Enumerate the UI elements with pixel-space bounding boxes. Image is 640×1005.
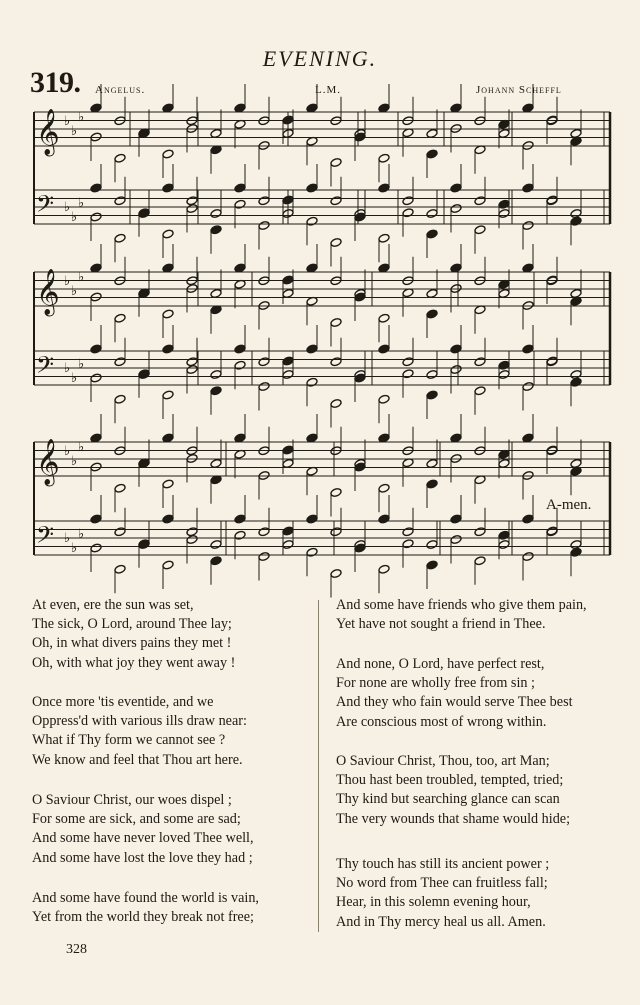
- note-head: [330, 488, 342, 498]
- note-head: [402, 208, 414, 218]
- page-title: EVENING.: [262, 46, 378, 71]
- note-head: [450, 183, 462, 193]
- note-head: [426, 370, 438, 380]
- note-head: [162, 149, 174, 159]
- note-head: [378, 233, 390, 243]
- note-head: [570, 377, 582, 387]
- note-head: [90, 373, 102, 383]
- page-number: 328: [66, 942, 87, 957]
- note-head: [330, 527, 342, 537]
- note-head: [354, 543, 366, 553]
- note-head: [426, 209, 438, 219]
- note-head: [474, 556, 486, 566]
- note-head: [450, 103, 462, 113]
- note-head: [522, 263, 534, 273]
- note-head: [426, 129, 438, 139]
- tune-name: Angelus.: [95, 84, 146, 96]
- note-head: [450, 514, 462, 524]
- note-head: [282, 289, 294, 299]
- note-head: [162, 390, 174, 400]
- note-head: [522, 183, 534, 193]
- note-head: [522, 141, 534, 151]
- note-head: [450, 204, 462, 214]
- composer: Johann Scheffl: [476, 84, 562, 96]
- flat-icon: ♭: [71, 371, 78, 386]
- note-head: [90, 543, 102, 553]
- note-head: [474, 225, 486, 235]
- verse-2: [32, 693, 247, 770]
- verse-line: Thou hast been troubled, tempted, tried;: [336, 772, 564, 789]
- note-head: [498, 530, 510, 540]
- hymn-number: 319.: [30, 66, 81, 99]
- note-head: [522, 552, 534, 562]
- note-head: [210, 459, 222, 469]
- note-head: [234, 344, 246, 354]
- note-head: [522, 433, 534, 443]
- note-head: [282, 526, 294, 536]
- note-head: [186, 527, 198, 537]
- note-head: [330, 158, 342, 168]
- verse-line: For none are wholly free from sin ;: [336, 675, 535, 692]
- note-head: [498, 209, 510, 219]
- note-head: [450, 365, 462, 375]
- flat-icon: ♭: [78, 110, 85, 125]
- note-head: [474, 527, 486, 537]
- note-head: [522, 514, 534, 524]
- verse-6: [336, 655, 573, 732]
- note-head: [450, 433, 462, 443]
- verse-line: Oh, with what joy they went away !: [32, 654, 236, 671]
- note-head: [282, 115, 294, 125]
- note-head: [234, 183, 246, 193]
- note-head: [210, 556, 222, 566]
- note-head: [210, 225, 222, 235]
- note-head: [426, 149, 438, 159]
- flat-icon: ♭: [64, 531, 71, 546]
- note-head: [282, 445, 294, 455]
- note-head: [162, 433, 174, 443]
- flat-icon: ♭: [64, 361, 71, 376]
- note-head: [402, 196, 414, 206]
- note-head: [90, 263, 102, 273]
- note-head: [282, 370, 294, 380]
- column-divider: [318, 600, 319, 932]
- note-head: [306, 514, 318, 524]
- note-head: [186, 204, 198, 214]
- note-head: [258, 552, 270, 562]
- note-head: [90, 183, 102, 193]
- note-head: [426, 229, 438, 239]
- note-head: [306, 377, 318, 387]
- note-head: [90, 103, 102, 113]
- note-head: [258, 382, 270, 392]
- note-head: [450, 263, 462, 273]
- note-head: [570, 547, 582, 557]
- note-head: [570, 216, 582, 226]
- note-head: [234, 530, 246, 540]
- note-head: [306, 344, 318, 354]
- verse-line: And they who fain would serve Thee best: [336, 694, 573, 711]
- note-head: [186, 284, 198, 294]
- note-head: [498, 199, 510, 209]
- note-head: [162, 183, 174, 193]
- note-head: [522, 301, 534, 311]
- verse-line: O Saviour Christ, our woes dispel ;: [32, 792, 232, 808]
- amen-label: A-men.: [546, 497, 592, 513]
- verse-line: Once more 'tis eventide, and we: [32, 694, 214, 710]
- note-head: [186, 365, 198, 375]
- flat-icon: ♭: [78, 196, 85, 211]
- flat-icon: ♭: [78, 270, 85, 285]
- note-head: [354, 212, 366, 222]
- note-head: [282, 356, 294, 366]
- note-head: [330, 318, 342, 328]
- verse-line: O Saviour Christ, Thou, too, art Man;: [336, 753, 550, 769]
- note-head: [234, 263, 246, 273]
- verse-line: Oh, in what divers pains they met !: [32, 635, 232, 652]
- note-head: [354, 373, 366, 383]
- note-head: [258, 196, 270, 206]
- verse-line: And in Thy mercy heal us all. Amen.: [336, 913, 546, 930]
- flat-icon: ♭: [64, 114, 71, 129]
- note-head: [210, 540, 222, 550]
- note-head: [450, 124, 462, 134]
- verse-line: And some have found the world is vain,: [32, 890, 259, 906]
- note-head: [234, 103, 246, 113]
- treble-clef-icon: 𝄞: [36, 109, 60, 155]
- flat-icon: ♭: [71, 541, 78, 556]
- note-head: [90, 292, 102, 302]
- note-head: [306, 183, 318, 193]
- verse-line: And some have lost the love they had ;: [32, 849, 253, 866]
- verse-4: [32, 889, 259, 927]
- flat-icon: ♭: [64, 444, 71, 459]
- flat-icon: ♭: [71, 124, 78, 139]
- note-head: [522, 221, 534, 231]
- verse-line: What if Thy form we cannot see ?: [32, 732, 226, 749]
- note-head: [450, 284, 462, 294]
- note-head: [138, 369, 150, 379]
- note-head: [306, 263, 318, 273]
- note-head: [354, 292, 366, 302]
- verse-line: We know and feel that Thou art here.: [32, 751, 243, 768]
- note-head: [498, 370, 510, 380]
- note-head: [234, 199, 246, 209]
- bass-clef-icon: 𝄢: [36, 190, 55, 223]
- note-head: [114, 233, 126, 243]
- note-head: [402, 357, 414, 367]
- flat-icon: ♭: [71, 454, 78, 469]
- note-head: [450, 454, 462, 464]
- flat-icon: ♭: [71, 284, 78, 299]
- verse-line: Hear, in this solemn evening hour,: [336, 894, 531, 911]
- note-head: [162, 560, 174, 570]
- treble-clef-icon: 𝄞: [36, 269, 60, 315]
- note-head: [162, 229, 174, 239]
- note-head: [90, 212, 102, 222]
- note-head: [522, 382, 534, 392]
- note-head: [426, 560, 438, 570]
- note-head: [306, 433, 318, 443]
- verse-line: The very wounds that shame would hide;: [336, 810, 571, 827]
- note-head: [114, 483, 126, 493]
- note-head: [354, 462, 366, 472]
- note-head: [378, 344, 390, 354]
- flat-icon: ♭: [64, 200, 71, 215]
- bass-clef-icon: 𝄢: [36, 521, 55, 554]
- note-head: [186, 196, 198, 206]
- note-head: [426, 309, 438, 319]
- note-head: [378, 153, 390, 163]
- note-head: [378, 103, 390, 113]
- note-head: [282, 540, 294, 550]
- note-head: [498, 129, 510, 139]
- note-head: [426, 390, 438, 400]
- verse-3: [32, 791, 254, 868]
- verse-line: Thy touch has still its ancient power ;: [336, 856, 550, 872]
- note-head: [114, 313, 126, 323]
- note-head: [402, 527, 414, 537]
- note-head: [498, 459, 510, 469]
- note-head: [234, 514, 246, 524]
- note-head: [330, 357, 342, 367]
- note-head: [186, 124, 198, 134]
- note-head: [474, 196, 486, 206]
- note-head: [426, 540, 438, 550]
- note-head: [330, 569, 342, 579]
- note-head: [282, 459, 294, 469]
- note-head: [258, 221, 270, 231]
- note-head: [570, 129, 582, 139]
- note-head: [570, 209, 582, 219]
- note-head: [258, 357, 270, 367]
- note-head: [162, 514, 174, 524]
- note-head: [114, 357, 126, 367]
- note-head: [498, 289, 510, 299]
- verse-line: Oppress'd with various ills draw near:: [32, 713, 247, 730]
- note-head: [90, 132, 102, 142]
- note-head: [138, 208, 150, 218]
- flat-icon: ♭: [78, 357, 85, 372]
- note-head: [90, 462, 102, 472]
- note-head: [474, 386, 486, 396]
- note-head: [474, 357, 486, 367]
- note-head: [162, 263, 174, 273]
- verse-line: And some have never loved Thee well,: [32, 830, 254, 847]
- verse-line: At even, ere the sun was set,: [32, 597, 194, 613]
- verse-8: [336, 855, 549, 932]
- verse-line: The sick, O Lord, around Thee lay;: [32, 616, 232, 633]
- verse-line: For some are sick, and some are sad;: [32, 811, 241, 828]
- note-head: [378, 433, 390, 443]
- note-head: [378, 313, 390, 323]
- note-head: [570, 540, 582, 550]
- note-head: [162, 479, 174, 489]
- note-head: [450, 535, 462, 545]
- bass-clef-icon: 𝄢: [36, 351, 55, 384]
- note-head: [570, 459, 582, 469]
- note-head: [258, 471, 270, 481]
- note-head: [522, 471, 534, 481]
- note-head: [378, 483, 390, 493]
- verse-line: Yet have not sought a friend in Thee.: [336, 616, 546, 633]
- note-head: [330, 196, 342, 206]
- note-head: [378, 183, 390, 193]
- note-head: [114, 564, 126, 574]
- flat-icon: ♭: [78, 440, 85, 455]
- note-head: [402, 539, 414, 549]
- note-head: [138, 539, 150, 549]
- note-head: [306, 547, 318, 557]
- note-head: [90, 344, 102, 354]
- note-head: [282, 195, 294, 205]
- flat-icon: ♭: [71, 210, 78, 225]
- note-head: [114, 196, 126, 206]
- note-head: [522, 344, 534, 354]
- note-head: [210, 386, 222, 396]
- note-head: [306, 103, 318, 113]
- note-head: [210, 370, 222, 380]
- meter: L.M.: [315, 84, 341, 96]
- note-head: [402, 369, 414, 379]
- note-head: [234, 433, 246, 443]
- note-head: [426, 459, 438, 469]
- treble-clef-icon: 𝄞: [36, 439, 60, 485]
- note-head: [162, 344, 174, 354]
- note-head: [570, 289, 582, 299]
- verse-line: And none, O Lord, have perfect rest,: [336, 656, 545, 672]
- note-head: [378, 514, 390, 524]
- note-head: [522, 103, 534, 113]
- note-head: [378, 394, 390, 404]
- verse-7: [336, 752, 570, 829]
- verse-5: [336, 596, 587, 634]
- note-head: [426, 289, 438, 299]
- score-systems: [34, 84, 610, 598]
- note-head: [354, 132, 366, 142]
- verse-1: [32, 596, 235, 673]
- flat-icon: ♭: [78, 527, 85, 542]
- note-head: [306, 216, 318, 226]
- note-head: [570, 370, 582, 380]
- note-head: [114, 527, 126, 537]
- note-head: [450, 344, 462, 354]
- note-head: [186, 454, 198, 464]
- note-head: [282, 275, 294, 285]
- note-head: [210, 289, 222, 299]
- note-head: [210, 209, 222, 219]
- verse-line: Thy kind but searching glance can scan: [336, 791, 560, 808]
- note-head: [498, 360, 510, 370]
- verse-line: Are conscious most of wrong within.: [336, 713, 547, 730]
- note-head: [186, 357, 198, 367]
- note-head: [90, 433, 102, 443]
- verse-line: And some have friends who give them pain,: [336, 597, 587, 613]
- note-head: [162, 309, 174, 319]
- flat-icon: ♭: [64, 274, 71, 289]
- note-head: [378, 564, 390, 574]
- note-head: [114, 394, 126, 404]
- note-head: [258, 141, 270, 151]
- note-head: [258, 527, 270, 537]
- note-head: [186, 535, 198, 545]
- note-head: [162, 103, 174, 113]
- verse-line: Yet from the world they break not free;: [32, 909, 254, 926]
- note-head: [234, 360, 246, 370]
- note-head: [498, 540, 510, 550]
- note-head: [330, 238, 342, 248]
- note-head: [330, 399, 342, 409]
- note-head: [258, 301, 270, 311]
- note-head: [378, 263, 390, 273]
- note-head: [210, 129, 222, 139]
- note-head: [426, 479, 438, 489]
- note-head: [114, 153, 126, 163]
- verse-line: No word from Thee can fruitless fall;: [336, 875, 548, 892]
- note-head: [90, 514, 102, 524]
